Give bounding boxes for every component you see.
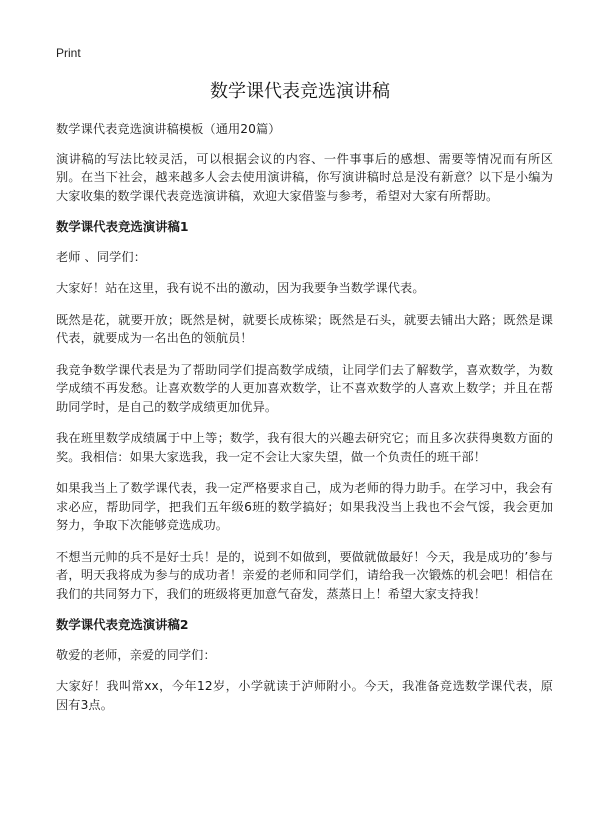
document-subtitle: 数学课代表竞选演讲稿模板（通用20篇） [56,122,281,136]
paragraph: 我竞争数学课代表是为了帮助同学们提高数学成绩，让同学们去了解数学，喜欢数学，为数学成绩不再发愁。让喜欢数学的人更加喜欢数学，让不喜欢数学的人喜欢上数学；并且在帮助同学时，是自己的数学成绩更加优异。 [56,362,553,414]
page-title: 数学课代表竞选演讲稿 [210,81,390,102]
section-heading-2: 数学课代表竞选演讲稿2 [56,617,189,632]
paragraph: 不想当元帅的兵不是好士兵！是的，说到不如做到，要做就做最好！今天，我是成功的’参与者，明天我将成为参与的成功者！亲爱的老师和同学们，请给我一次锻炼的机会吧！相信在我们的共同努力下，我们的班级将更加意气奋发，蒸蒸日上！希望大家支持我！ [56,549,553,601]
paragraph: 如果我当上了数学课代表，我一定严格要求自己，成为老师的得力助手。在学习中，我会有求必应，帮助同学，把我们五年级6班的数学搞好；如果我没当上我也不会气馁，我会更加努力，争取下次能够竞选成功。 [56,481,553,532]
section-heading-1: 数学课代表竞选演讲稿1 [56,219,189,234]
intro-paragraph: 演讲稿的写法比较灵活，可以根据会议的内容、一件事事后的感想、需要等情况而有所区别。在当下社会，越来越多人会去使用演讲稿，你写演讲稿时总是没有新意？以下是小编为大家收集的数学课代表竞选演讲稿，欢迎大家借鉴与参考，希望对大家有所帮助。 [56,151,553,203]
article-body [56,120,553,727]
paragraph: 老师 、同学们： [56,249,146,264]
paragraph: 大家好！我叫常xx，今年12岁，小学就读于泸师附小。今天，我准备竞选数学课代表，原因有3点。 [56,679,553,712]
paragraph: 大家好！站在这里，我有说不出的激动，因为我要争当数学课代表。 [56,281,425,295]
paragraph: 敬爱的老师，亲爱的同学们： [56,647,216,662]
print-link[interactable]: Print [56,46,81,60]
paragraph: 我在班里数学成绩属于中上等；数学，我有很大的兴趣去研究它；而且多次获得奥数方面的奖。我相信：如果大家选我，我一定不会让大家失望，做一个负责任的班干部！ [56,431,553,464]
paragraph: 既然是花，就要开放；既然是树，就要长成栋梁；既然是石头，就要去铺出大路；既然是课代表，就要成为一名出色的领航员！ [56,312,553,345]
